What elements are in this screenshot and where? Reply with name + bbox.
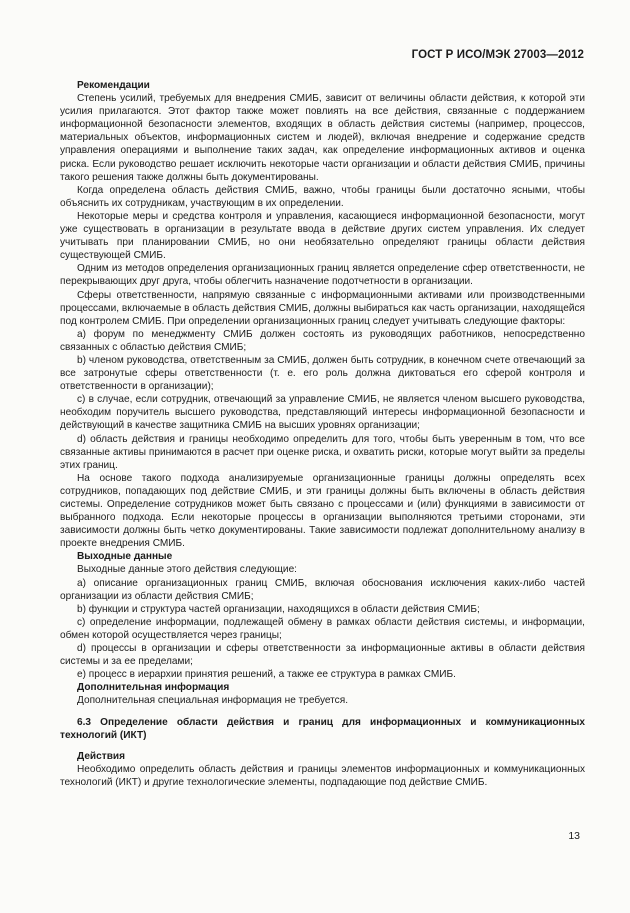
- paragraph: Одним из методов определения организационных границ является определение сфер ответственности, не перекрывающих друг друга, чтобы облегчить назначение подотчетности в организации.: [60, 263, 585, 288]
- list-item: b) членом руководства, ответственным за СМИБ, должен быть сотрудник, в конечном счете отвечающий за все затронутые сферы ответственности (т. е. его роль должна диктоваться его сферой контроля и ответственности в организации);: [60, 354, 585, 393]
- section-heading: 6.3 Определение области действия и границ для информационных и коммуникационных технологий (ИКТ): [60, 716, 585, 741]
- paragraph: Необходимо определить область действия и границы элементов информационных и коммуникационных технологий (ИКТ) и другие технологические элементы, подпадающие под действие СМИБ.: [60, 763, 585, 788]
- paragraph: Выходные данные этого действия следующие:: [77, 564, 297, 576]
- paragraph: Некоторые меры и средства контроля и управления, касающиеся информационной безопасности, могут уже существовать в организации в результате ввода в действие других систем управления. Их следует учитывать при планировании СМИБ, но они необязательно определяют границы области действия существующей СМИБ.: [60, 210, 585, 262]
- paragraph: Степень усилий, требуемых для внедрения СМИБ, зависит от величины области действия, к которой эти усилия прилагаются. Этот фактор также может повлиять на все действия, связанные с поддержанием информационной безопасности элементов, входящих в область действия системы (например, процессов, материальных объектов, информационных систем и людей), включая внедрение и содержание средств управления операциями и выполнение таких задач, как определение информационных активов и оценка риска. Если руководство решает исключить некоторые части организации и области действия СМИБ, причины такого решения также должны быть документированы.: [60, 93, 585, 183]
- heading-actions: Действия: [77, 750, 125, 762]
- list-item: d) область действия и границы необходимо определить для того, чтобы быть уверенным в том, что все связанные активы принимаются в расчет при оценке риска, и охватить риски, которые могут выйти за пределы этих границ.: [60, 433, 585, 471]
- list-item: e) процесс в иерархии принятия решений, а также ее структура в рамках СМИБ.: [77, 669, 456, 681]
- paragraph: Сферы ответственности, напрямую связанные с информационными активами или производственными процессами, включаемые в область действия СМИБ, должны выбираться как часть организации, находящейся под контролем СМИБ. При определении организационных границ следует учитывать следующие факторы:: [60, 289, 585, 327]
- list-item: a) описание организационных границ СМИБ, включая обоснования исключения каких-либо частей организации из области действия СМИБ;: [60, 577, 585, 602]
- heading-recommendations: Рекомендации: [77, 80, 150, 91]
- list-item: d) процессы в организации и сферы ответственности за информационные активы в области действия системы и за ее пределами;: [60, 643, 585, 668]
- standard-header: ГОСТ Р ИСО/МЭК 27003—2012: [411, 49, 584, 61]
- heading-output-data: Выходные данные: [77, 551, 173, 563]
- list-item: c) в случае, если сотрудник, отвечающий за управление СМИБ, не является членом высшего руководства, необходим поручитель высшего руководства, представляющий интересы информационной безопасности и действующий в качестве защитника СМИБ на высших уровнях организации;: [60, 394, 585, 432]
- page-number: 13: [568, 830, 580, 842]
- paragraph: Дополнительная специальная информация не требуется.: [77, 695, 348, 707]
- list-item: b) функции и структура частей организации, находящихся в области действия СМИБ;: [77, 603, 480, 615]
- list-item: c) определение информации, подлежащей обмену в рамках области действия системы, и информации, обмен которой осуществляется через границы;: [60, 616, 585, 641]
- document-body: [60, 79, 585, 789]
- paragraph: На основе такого подхода анализируемые организационные границы должны определять всех сотрудников, попадающих под действие СМИБ, и эти границы должны быть включены в область действия системы. Определение сотрудников может быть связано с процессами и (или) функциями в зависимости от выбранного подхода. Если некоторые процессы в организации выполняются третьими сторонами, эти зависимости должны быть четко документированы. Такие зависимости подлежат дополнительному анализу в проекте внедрения СМИБ.: [60, 472, 585, 550]
- list-item: a) форум по менеджменту СМИБ должен состоять из руководящих работников, непосредственно связанных с областью действия СМИБ;: [60, 328, 585, 353]
- heading-additional-info: Дополнительная информация: [77, 682, 230, 694]
- paragraph: Когда определена область действия СМИБ, важно, чтобы границы были достаточно ясными, чтобы объяснить их сотрудникам, участвующим в их определении.: [60, 184, 585, 209]
